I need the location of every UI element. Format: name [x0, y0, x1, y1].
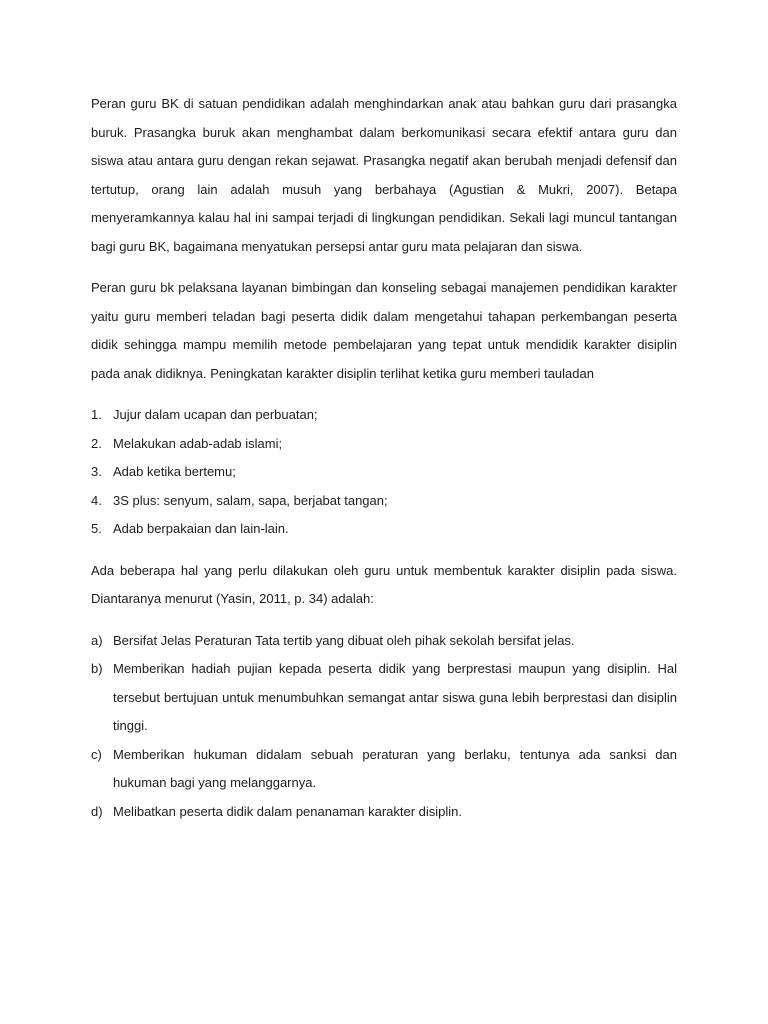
list-marker: 5.: [91, 521, 102, 536]
list-item: [91, 458, 677, 487]
list-marker: 4.: [91, 492, 102, 508]
list-marker: d): [91, 803, 103, 819]
list-item-text: Memberikan hadiah pujian kepada peserta didik yang berprestasi maupun yang disiplin. Hal tersebut bertujuan untuk menumbuhkan semangat antar siswa guna lebih berprestasi dan disiplin tinggi.: [113, 661, 677, 733]
list-item: [91, 741, 677, 798]
list-marker: c): [91, 746, 102, 762]
list-marker: a): [91, 632, 103, 648]
paragraph-ada-beberapa-hal: Ada beberapa hal yang perlu dilakukan oleh guru untuk membentuk karakter disiplin pada siswa. Diantaranya menurut (Yasin, 2011, p. 34) adalah:: [91, 562, 677, 606]
list-item-text: 3S plus: senyum, salam, sapa, berjabat tangan;: [113, 492, 388, 508]
list-marker: 2.: [91, 435, 102, 451]
list-marker: 1.: [91, 407, 102, 422]
document-page: [91, 90, 677, 826]
list-item: [91, 798, 677, 827]
paragraph-peran-pelaksana: Peran guru bk pelaksana layanan bimbingan dan konseling sebagai manajemen pendidikan karakter yaitu guru memberi teladan bagi peserta didik dalam mengetahui tahapan perkembangan peserta didik sehingga mampu memilih metode pembelajaran yang tepat untuk mendidik karakter disiplin pada anak didiknya. Peningkatan karakter disiplin terlihat ketika guru memberi tauladan: [91, 280, 677, 381]
numbered-list: [91, 401, 677, 544]
list-item: [91, 627, 677, 656]
list-item: [91, 655, 677, 741]
list-item-text: Bersifat Jelas Peraturan Tata tertib yang dibuat oleh pihak sekolah bersifat jelas.: [113, 632, 575, 648]
list-item: [91, 487, 677, 516]
lettered-list: [91, 627, 677, 827]
list-item: [91, 401, 677, 430]
list-marker: b): [91, 661, 103, 676]
list-item-text: Melakukan adab-adab islami;: [113, 435, 283, 451]
list-item-text: Memberikan hukuman didalam sebuah peraturan yang berlaku, tentunya ada sanksi dan hukuman bagi yang melanggarnya.: [113, 746, 677, 790]
list-item: [91, 515, 677, 544]
paragraph-peran-guru-bk: Peran guru BK di satuan pendidikan adalah menghindarkan anak atau bahkan guru dari prasangka buruk. Prasangka buruk akan menghambat dalam berkomunikasi secara efektif antara guru dan siswa atau antara guru dengan rekan sejawat. Prasangka negatif akan berubah menjadi defensif dan tertutup, orang lain adalah musuh yang berbahaya (Agustian & Mukri, 2007). Betapa menyeramkannya kalau hal ini sampai terjadi di lingkungan pendidikan. Sekali lagi muncul tantangan bagi guru BK, bagaimana menyatukan persepsi antar guru mata pelajaran dan siswa.: [91, 96, 677, 254]
list-item-text: Adab ketika bertemu;: [113, 464, 236, 479]
list-item: [91, 430, 677, 459]
list-item-text: Adab berpakaian dan lain-lain.: [113, 521, 289, 536]
list-marker: 3.: [91, 464, 102, 479]
list-item-text: Jujur dalam ucapan dan perbuatan;: [113, 407, 318, 422]
list-item-text: Melibatkan peserta didik dalam penanaman karakter disiplin.: [113, 803, 463, 819]
